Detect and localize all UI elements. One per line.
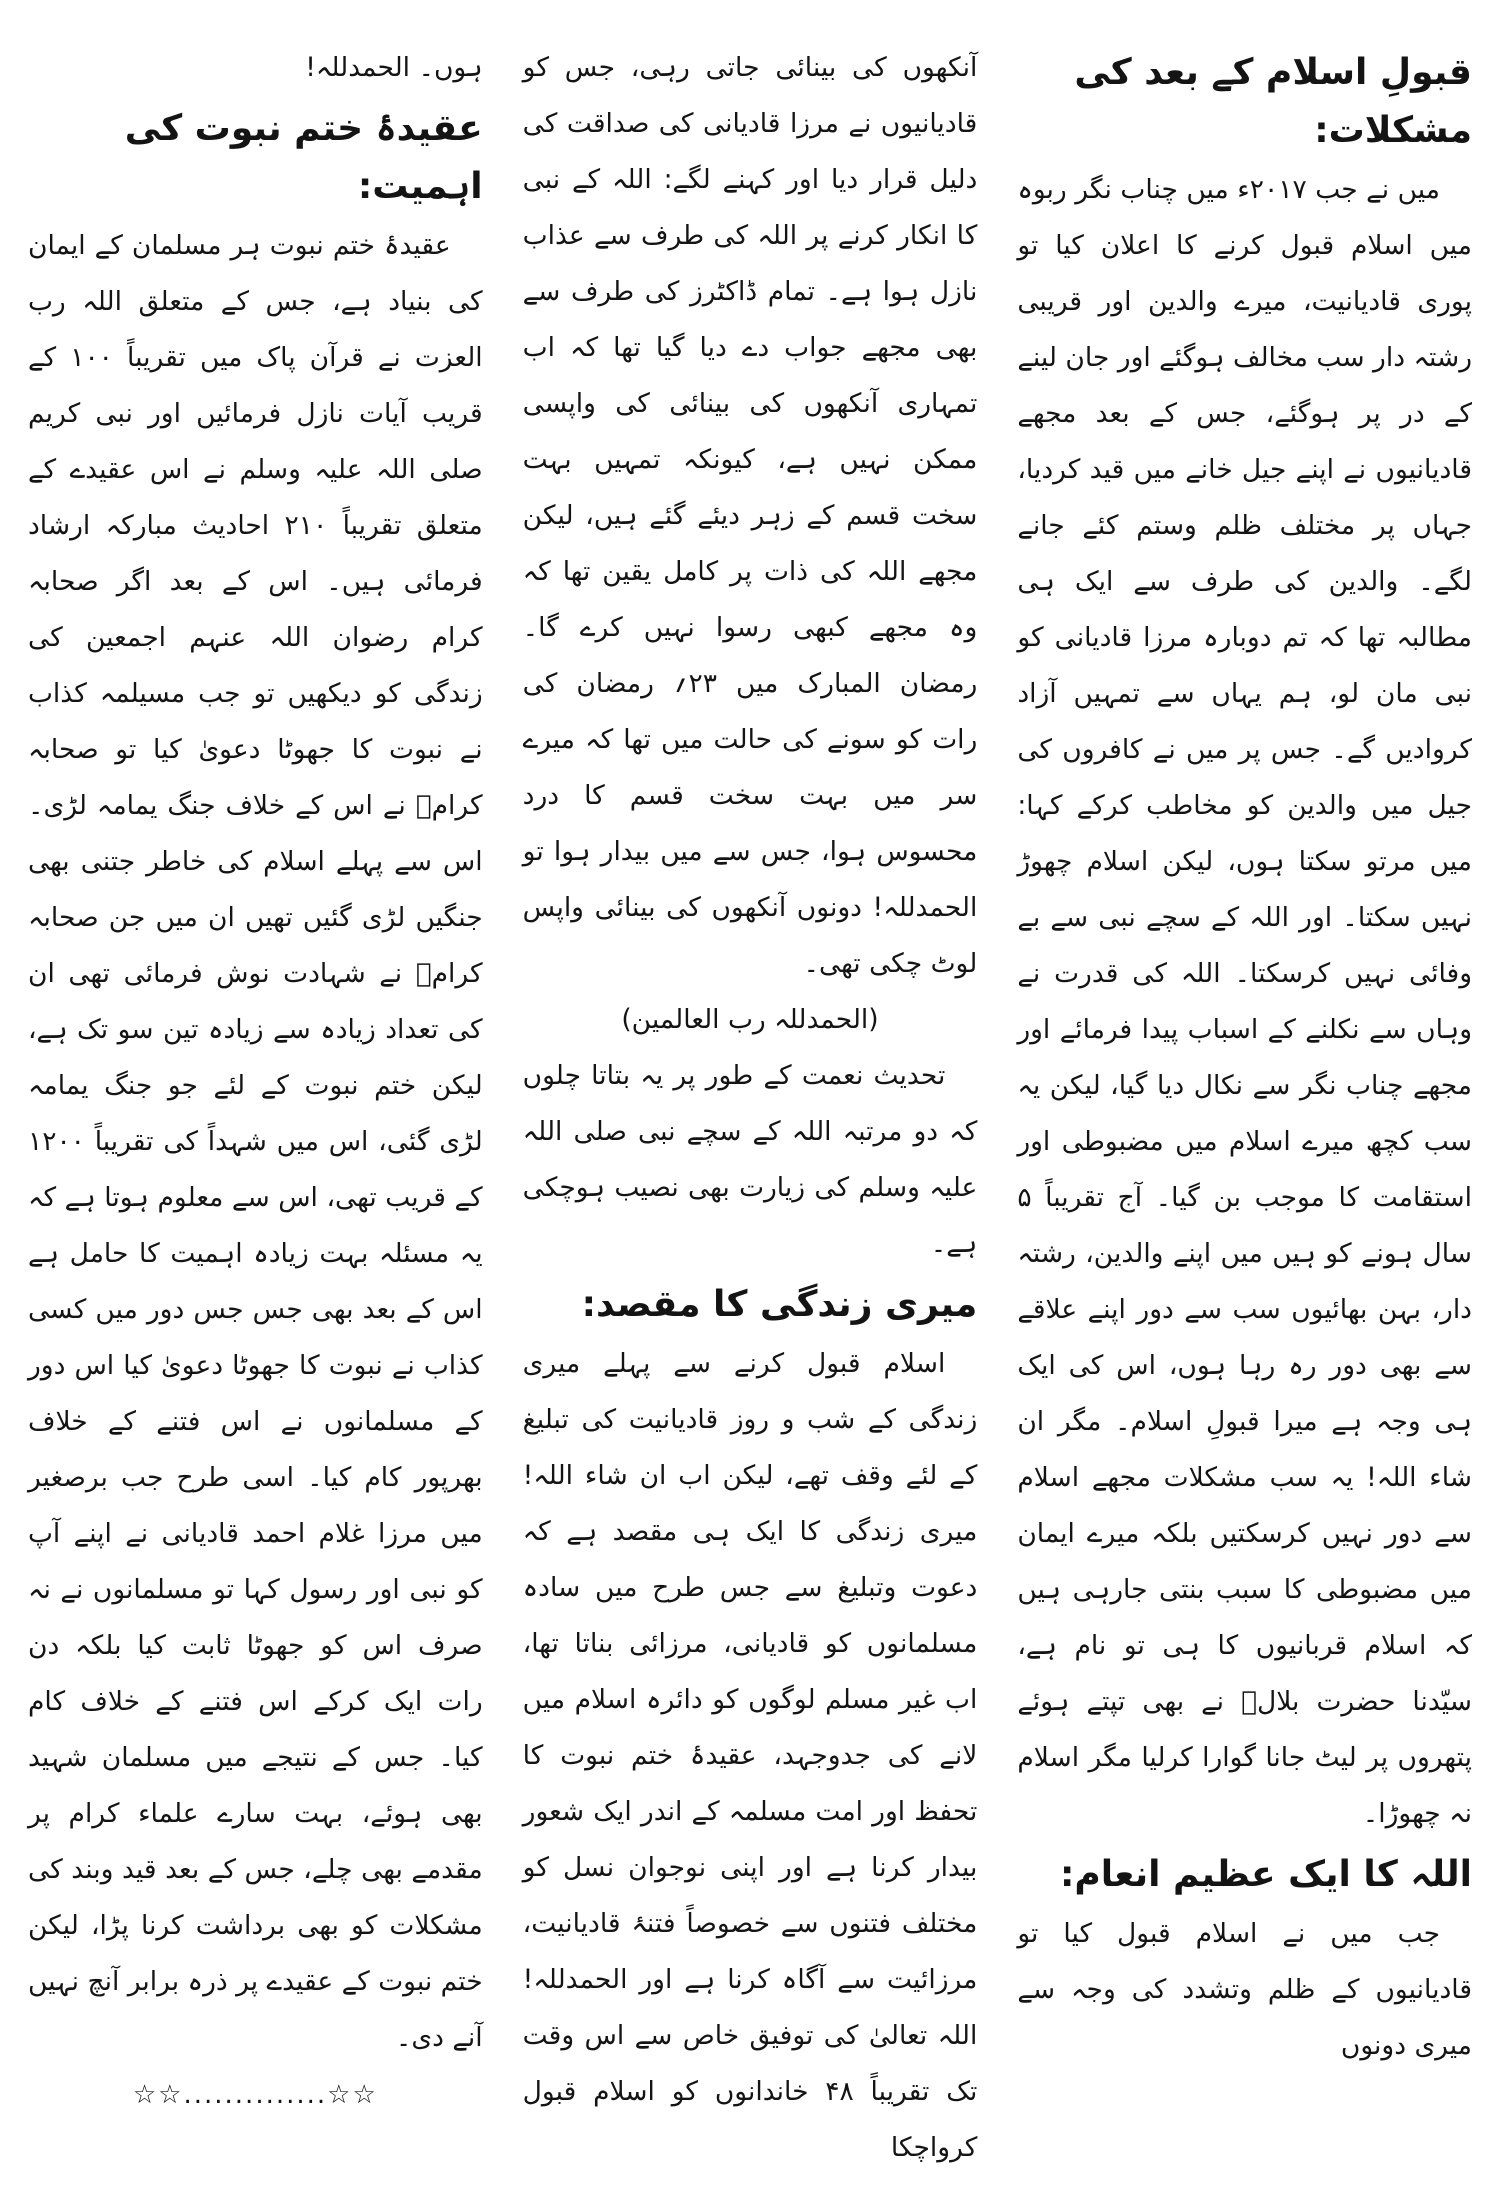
end-ornament: ☆☆..............☆☆ xyxy=(132,2080,378,2110)
heading-life-purpose: میری زندگی کا مقصد: xyxy=(581,1284,978,1325)
paragraph-khatm-e-nubuwwat: عقیدۂ ختم نبوت ہر مسلمان کے ایمان کی بنیاد ہے، جس کے متعلق اللہ رب العزت نے قرآن پاک میں تقریباً ۱۰۰ کے قریب آیات نازل فرمائیں اور نبی کریم صلی اللہ علیہ وسلم نے اس عقیدے کے متعلق تقریباً ۲۱۰ احادیث مبارکہ ارشاد فرمائی ہیں۔ اس کے بعد اگر صحابہ کرام رضوان اللہ عنہم اجمعین کی زندگی کو دیکھیں تو جب مسیلمہ کذاب نے نبوت کا جھوٹا دعویٰ کیا تو صحابہ کرامؓ نے اس کے خلاف جنگ یمامہ لڑی۔ اس سے پہلے اسلام کی خاطر جتنی بھی جنگیں لڑی گئیں تھیں ان میں جن صحابہ کرامؓ نے شہادت نوش فرمائی تھی ان کی تعداد زیادہ سے زیادہ تین سو تک ہے، لیکن ختم نبوت کے لئے جو جنگ یمامہ لڑی گئی، اس میں شہداً کی تقریباً ۱۲۰۰ کے قریب تھی، اس سے معلوم ہوتا ہے کہ یہ مسئلہ بہت زیادہ اہمیت کا حامل ہے اس کے بعد بھی جس جس دور میں کسی کذاب نے نبوت کا جھوٹا دعویٰ کیا اس دور کے مسلمانوں نے اس فتنے کے خلاف بھرپور کام کیا۔ اسی طرح جب برصغیر میں مرزا غلام احمد قادیانی نے اپنے آپ کو نبی اور رسول کہا تو مسلمانوں نے نہ صرف اس کو جھوٹا ثابت کیا بلکہ دن رات ایک کرکے اس فتنے کے خلاف کام کیا۔ جس کے نتیجے میں مسلمان شہید بھی ہوئے، بہت سارے علماء کرام پر مقدمے بھی چلے، جس کے بعد قید وبند کی مشکلات کو بھی برداشت کرنا پڑا، لیکن ختم نبوت کے عقیدے پر ذرہ برابر آنچ نہیں آنے دی۔ xyxy=(27,230,483,2053)
paragraph-alhamdulillah: (الحمدللہ رب العالمین) xyxy=(621,1004,879,1035)
paragraph-reward-start: جب میں نے اسلام قبول کیا تو قادیانیوں کے ظلم وتشدد کی وجہ سے میری دونوں xyxy=(1017,1918,1472,2061)
heading-great-reward: اللہ کا ایک عظیم انعام: xyxy=(1059,1854,1472,1895)
column-middle xyxy=(523,40,978,2170)
heading-khatm-e-nubuwwat: عقیدۂ ختم نبوت کی اہمیت: xyxy=(124,108,483,207)
column-right xyxy=(1017,40,1472,2170)
paragraph-continuation: ہوں۔ الحمدللہ! xyxy=(305,52,483,83)
column-left xyxy=(28,40,483,2170)
paragraph-eyesight: آنکھوں کی بینائی جاتی رہی، جس کو قادیانیوں نے مرزا قادیانی کی صداقت کی دلیل قرار دیا اور کہنے لگے: اللہ کے نبی کا انکار کرنے پر اللہ کی طرف سے عذاب نازل ہوا ہے۔ تمام ڈاکٹرز کی طرف سے بھی مجھے جواب دے دیا گیا تھا کہ اب تمہاری آنکھوں کی بینائی کی واپسی ممکن نہیں ہے، کیونکہ تمہیں بہت سخت قسم کے زہر دیئے گئے ہیں، لیکن مجھے اللہ کی ذات پر کامل یقین تھا کہ وہ مجھے کبھی رسوا نہیں کرے گا۔ رمضان المبارک میں ۲۳؍ رمضان کی رات کو سونے کی حالت میں تھا کہ میرے سر میں بہت سخت قسم کا درد محسوس ہوا، جس سے میں بیدار ہوا تو الحمدللہ! دونوں آنکھوں کی بینائی واپس لوٹ چکی تھی۔ xyxy=(522,52,978,979)
heading-difficulties-after-islam: قبولِ اسلام کے بعد کی مشکلات: xyxy=(1074,52,1472,151)
paragraph-difficulties: میں نے جب ۲۰۱۷ء میں چناب نگر ربوہ میں اسلام قبول کرنے کا اعلان کیا تو پوری قادیانیت، میرے والدین اور قریبی رشتہ دار سب مخالف ہوگئے اور جان لینے کے در پر ہوگئے، جس کے بعد مجھے قادیانیوں نے اپنے جیل خانے میں قید کردیا، جہاں پر مختلف ظلم وستم کئے جانے لگے۔ والدین کی طرف سے ایک ہی مطالبہ تھا کہ تم دوبارہ مرزا قادیانی کو نبی مان لو، ہم یہاں سے تمہیں آزاد کروادیں گے۔ جس پر میں نے کافروں کی جیل میں والدین کو مخاطب کرکے کہا: میں مرتو سکتا ہوں، لیکن اسلام چھوڑ نہیں سکتا۔ اور اللہ کے سچے نبی سے بے وفائی نہیں کرسکتا۔ اللہ کی قدرت نے وہاں سے نکلنے کے اسباب پیدا فرمائے اور مجھے چناب نگر سے نکال دیا گیا، لیکن یہ سب کچھ میرے اسلام میں مضبوطی اور استقامت کا موجب بن گیا۔ آج تقریباً ۵ سال ہونے کو ہیں میں اپنے والدین، رشتہ دار، بہن بھائیوں سب سے دور اپنے علاقے سے بھی دور رہ رہا ہوں، اس کی ایک ہی وجہ ہے میرا قبولِ اسلام۔ مگر ان شاء اللہ! یہ سب مشکلات مجھے اسلام سے دور نہیں کرسکتیں بلکہ میرے ایمان میں مضبوطی کا سبب بنتی جارہی ہیں کہ اسلام قربانیوں کا ہی تو نام ہے، سیّدنا حضرت بلالؓ نے بھی تپتے ہوئے پتھروں پر لیٹ جانا گوارا کرلیا مگر اسلام نہ چھوڑا۔ xyxy=(1017,174,1472,1829)
paragraph-gratitude: تحدیث نعمت کے طور پر یہ بتاتا چلوں کہ دو مرتبہ اللہ کے سچے نبی صلی اللہ علیہ وسلم کی زیارت بھی نصیب ہوچکی ہے۔ xyxy=(522,1060,978,1259)
paragraph-life-purpose: اسلام قبول کرنے سے پہلے میری زندگی کے شب و روز قادیانیت کی تبلیغ کے لئے وقف تھے، لیکن اب ان شاء اللہ! میری زندگی کا ایک ہی مقصد ہے کہ دعوت وتبلیغ سے جس طرح میں سادہ مسلمانوں کو قادیانی، مرزائی بناتا تھا، اب غیر مسلم لوگوں کو دائرہ اسلام میں لانے کی جدوجہد، عقیدۂ ختم نبوت کا تحفظ اور امت مسلمہ کے اندر ایک شعور بیدار کرنا ہے اور اپنی نوجوان نسل کو مختلف فتنوں سے خصوصاً فتنۂ قادیانیت، مرزائیت سے آگاہ کرنا ہے اور الحمدللہ! اللہ تعالیٰ کی توفیق خاص سے اس وقت تک تقریباً ۴۸ خاندانوں کو اسلام قبول کرواچکا xyxy=(522,1348,978,2163)
